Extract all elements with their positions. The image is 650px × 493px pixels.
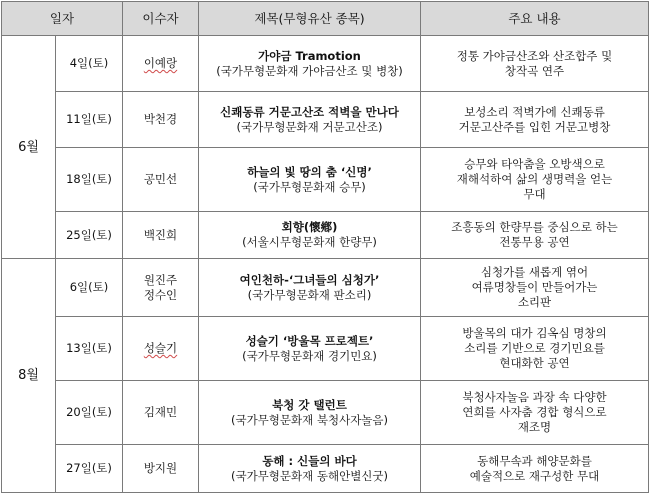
desc-cell (421, 212, 649, 259)
program-title: 가야금 Tramotion (258, 48, 361, 63)
title-cell (199, 148, 421, 212)
performer-cell (123, 445, 199, 493)
table-row (2, 445, 649, 493)
table-row (2, 36, 649, 92)
program-title: 신쾌동류 거문고산조 적벽을 만나다 (220, 104, 399, 119)
title-cell (199, 445, 421, 493)
desc-line: 무대 (523, 187, 546, 201)
program-title: 회향(懷鄕) (281, 220, 338, 234)
desc-line: 소리판 (517, 295, 552, 309)
month-cell-june: 6월 (2, 36, 56, 259)
date-cell: 13일(토) (56, 317, 123, 381)
program-title: 동해 : 신들의 바다 (262, 453, 357, 468)
table-row (2, 148, 649, 212)
heritage-item: (국가무형문화재 북청사자놀음) (230, 412, 389, 427)
header-performer: 이수자 (123, 2, 199, 36)
desc-line: 재해석하여 삶의 생명력을 얻는 (456, 172, 613, 186)
date-cell: 20일(토) (56, 381, 123, 445)
header-date: 일자 (2, 2, 123, 36)
desc-line: 소리를 기반으로 경기민요를 (464, 341, 605, 355)
title-cell (199, 259, 421, 317)
performer-cell (123, 259, 199, 317)
desc-line: 예술적으로 재구성한 무대 (469, 468, 600, 483)
performer-name: 김재민 (143, 405, 178, 419)
date-cell: 11일(토) (56, 92, 123, 148)
performer-cell (123, 212, 199, 259)
date-cell: 6일(토) (56, 259, 123, 317)
date-cell: 18일(토) (56, 148, 123, 212)
desc-cell (421, 317, 649, 381)
title-cell (199, 212, 421, 259)
performer-cell (123, 92, 199, 148)
date-cell: 25일(토) (56, 212, 123, 259)
performer-name: 정수인 (143, 287, 178, 302)
heritage-item: (서울시무형문화재 한량무) (242, 235, 377, 249)
performer-cell (123, 148, 199, 212)
table-row (2, 381, 649, 445)
desc-line: 조흥동의 한량무를 중심으로 하는 (451, 220, 618, 234)
schedule-table-wrapper (1, 1, 648, 493)
table-header-row (2, 2, 649, 36)
performer-cell (123, 36, 199, 92)
table-row (2, 259, 649, 317)
performer-name: 방지원 (143, 461, 178, 475)
desc-line: 재조명 (517, 420, 552, 434)
header-title: 제목(무형유산 종목) (199, 2, 421, 36)
desc-line: 정통 가야금산조와 산조합주 및 (456, 48, 613, 63)
program-title: 하늘의 빛 땅의 춤 ‘신명’ (247, 164, 372, 179)
performer-cell (123, 317, 199, 381)
desc-line: 현대화한 공연 (499, 356, 570, 370)
desc-cell (421, 148, 649, 212)
desc-line: 거문고산주를 입힌 거문고병창 (458, 119, 611, 134)
desc-line: 방울목의 대가 김옥심 명창의 (462, 326, 607, 340)
table-row (2, 212, 649, 259)
desc-line: 승무와 타악춤을 오방색으로 (464, 157, 605, 171)
schedule-table (1, 1, 649, 493)
heritage-item: (국가무형문화재 승무) (253, 179, 366, 194)
title-cell (199, 381, 421, 445)
table-row (2, 92, 649, 148)
heritage-item: (국가무형문화재 판소리) (247, 287, 372, 302)
desc-cell (421, 36, 649, 92)
performer-name: 박천경 (143, 112, 178, 126)
desc-line: 동해무속과 해양문화를 (477, 453, 592, 468)
desc-line: 여류명창들이 만들어가는 (471, 280, 598, 294)
table-row (2, 317, 649, 381)
performer-name: 백진희 (143, 227, 178, 242)
desc-cell (421, 445, 649, 493)
desc-line: 북청사자놀음 과장 속 다양한 (462, 390, 607, 404)
heritage-item: (국가무형문화재 동해안별신굿) (230, 468, 389, 483)
date-cell: 4일(토) (56, 36, 123, 92)
desc-cell (421, 381, 649, 445)
desc-line: 심청가를 새롭게 엮어 (480, 265, 589, 279)
program-title: 성슬기 ‘방울목 프로젝트’ (245, 333, 374, 348)
date-cell: 27일(토) (56, 445, 123, 493)
performer-name: 성슬기 (143, 341, 178, 355)
desc-cell (421, 259, 649, 317)
month-cell-august: 8월 (2, 259, 56, 493)
desc-cell (421, 92, 649, 148)
desc-line: 보성소리 적벽가에 신쾌동류 (464, 104, 605, 119)
title-cell (199, 92, 421, 148)
heritage-item: (국가무형문화재 거문고산조) (236, 119, 383, 134)
program-title: 북청 갓 탤런트 (272, 397, 347, 412)
heritage-item: (국가무형문화재 경기민요) (242, 348, 377, 363)
performer-name: 원진주 (143, 272, 178, 287)
performer-name: 이예랑 (143, 56, 178, 70)
performer-cell (123, 381, 199, 445)
title-cell (199, 36, 421, 92)
desc-line: 연희를 사자춤 경합 형식으로 (462, 405, 607, 419)
desc-line: 전통무용 공연 (499, 235, 570, 249)
performer-name: 공민선 (143, 172, 178, 186)
title-cell (199, 317, 421, 381)
heritage-item: (국가무형문화재 가야금산조 및 병창) (216, 63, 403, 78)
header-content: 주요 내용 (421, 2, 649, 36)
program-title: 여인천하-‘그녀들의 심청가’ (239, 272, 380, 287)
desc-line: 창작곡 연주 (504, 63, 565, 78)
